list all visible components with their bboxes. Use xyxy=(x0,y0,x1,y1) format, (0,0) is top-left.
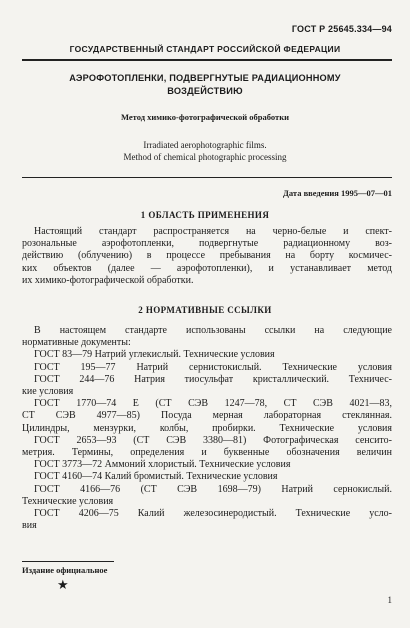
reference-item: ГОСТ 2653—93 (СТ СЭВ 3380—81) Фотографическая сенсито- xyxy=(34,434,392,446)
english-title-line-1: Irradiated aerophotographic films. xyxy=(143,140,267,150)
reference-item: ГОСТ 3773—72 Аммоний хлористый. Технические условия xyxy=(34,459,291,471)
reference-item: ГОСТ 1770—74 Е (СТ СЭВ 1247—78, СТ СЭВ 4021—83, xyxy=(34,398,392,410)
official-edition-label: Издание официальное xyxy=(22,565,108,575)
text-line: СТ СЭВ 4977—85) Посуда мерная лабораторная стеклянная. xyxy=(22,410,392,422)
reference-item: ГОСТ 83—79 Натрий углекислый. Технические условия xyxy=(34,349,275,361)
reference-item: ГОСТ 195—77 Натрий сернистокислый. Технические условия xyxy=(34,361,392,373)
document-subtitle: Метод химико-фотографической обработки xyxy=(120,112,290,122)
footer-divider xyxy=(22,561,114,562)
text-line: действию (облучению) в процессе пребывания на борту космичес- xyxy=(22,250,392,262)
section-2-heading: 2 НОРМАТИВНЫЕ ССЫЛКИ xyxy=(138,305,272,315)
document-title xyxy=(30,72,380,98)
text-line: розональные аэрофотопленки, подвергнутые радиационному воз- xyxy=(22,238,392,250)
page-number: 1 xyxy=(387,595,392,605)
reference-item: ГОСТ 244—76 Натрия тиосульфат кристаллический. Техничес- xyxy=(34,373,392,385)
title-line-2: ВОЗДЕЙСТВИЮ xyxy=(167,86,243,96)
text-line: их химико-фотографической обработки. xyxy=(22,274,194,286)
reference-item: ГОСТ 4206—75 Калий железосинеродистый. Технические усло- xyxy=(34,508,392,520)
english-title xyxy=(0,140,410,163)
english-title-line-2: Method of chemical photographic processing xyxy=(123,151,287,162)
text-line: В настоящем стандарте использованы ссылки на следующие xyxy=(34,325,392,336)
document-code: ГОСТ Р 25645.334—94 xyxy=(291,24,392,34)
text-line: Цилиндры, мензурки, колбы, пробирки. Технические условия xyxy=(22,422,392,434)
text-line: ких объектов (далее — аэрофотопленки), и устанавливает метод xyxy=(22,262,392,274)
top-divider xyxy=(22,59,392,61)
section-1-heading: 1 ОБЛАСТЬ ПРИМЕНЕНИЯ xyxy=(140,210,270,220)
text-line: Технические условия xyxy=(22,495,114,507)
text-line: Настоящий стандарт распространяется на черно-белые и спект- xyxy=(34,226,392,237)
text-line: кие условия xyxy=(22,386,74,398)
title-divider xyxy=(22,177,392,178)
organization-heading: ГОСУДАРСТВЕННЫЙ СТАНДАРТ РОССИЙСКОЙ ФЕДЕРАЦИИ xyxy=(69,44,341,54)
text-line: метрия. Термины, определения и буквенные обозначения величин xyxy=(22,447,392,459)
reference-item: ГОСТ 4166—76 (СТ СЭВ 1698—79) Натрий сернокислый. xyxy=(34,483,392,495)
star-icon: ★ xyxy=(57,578,69,593)
text-line: нормативные документы: xyxy=(22,337,131,349)
title-line-1: АЭРОФОТОПЛЕНКИ, ПОДВЕРГНУТЫЕ РАДИАЦИОННОМУ xyxy=(69,73,341,83)
introduction-date: Дата введения 1995—07—01 xyxy=(283,188,392,198)
reference-item: ГОСТ 4160—74 Калий бромистый. Технические условия xyxy=(34,471,278,483)
section-1-body xyxy=(22,226,392,287)
section-2-body xyxy=(22,325,392,532)
text-line: вия xyxy=(22,520,37,532)
